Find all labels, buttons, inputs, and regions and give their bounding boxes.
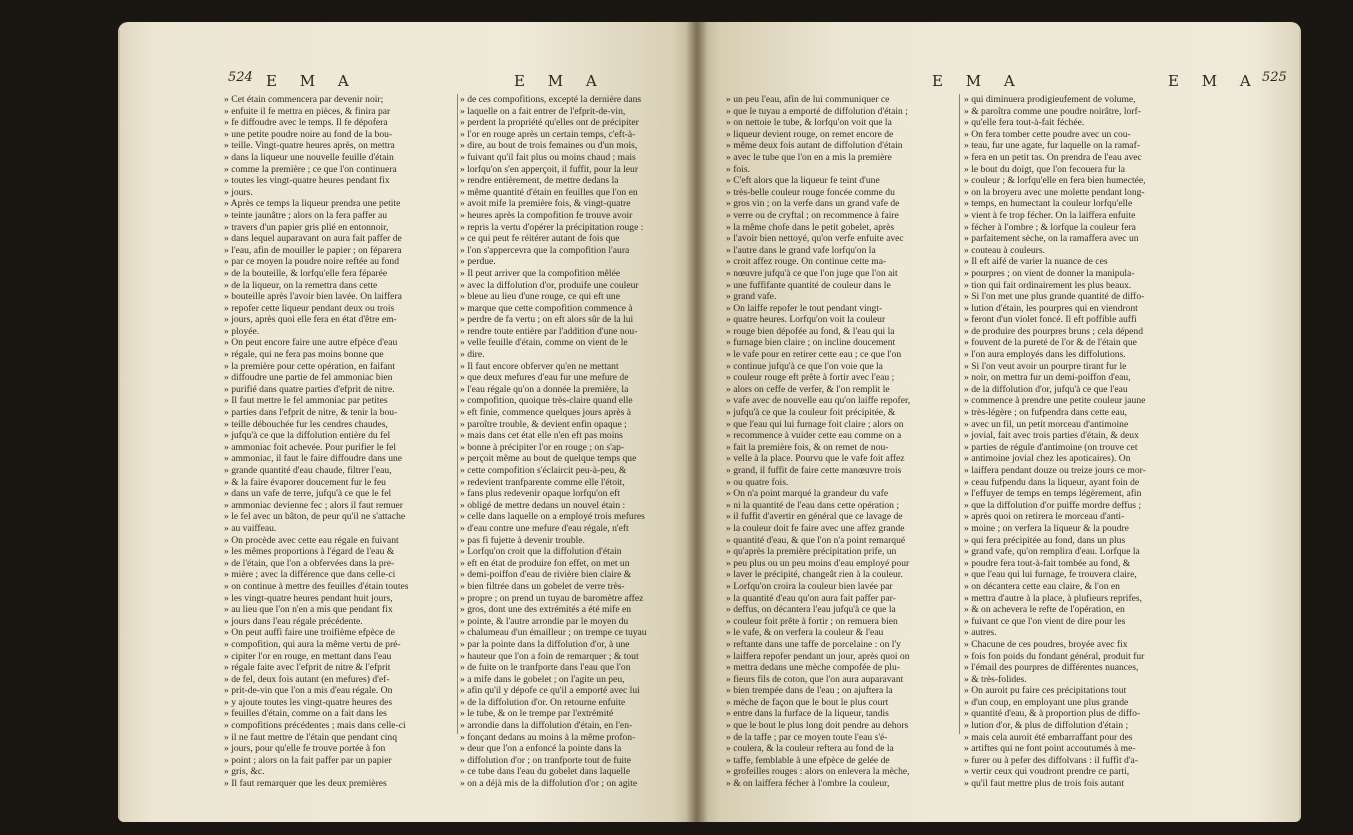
text-line: » lution d'étain, les pourpres qui en viendront — [964, 302, 1138, 314]
text-line: » rendre toute entière par l'addition d'une nou- — [460, 325, 638, 337]
text-line: » de la taffe ; par ce moyen toute l'eau s'é- — [726, 731, 888, 743]
text-line: » ceau fufpendu dans la liqueur, ayant foin de — [964, 476, 1140, 488]
text-line: » diffolution d'or ; on tranfporte tout de fuite — [460, 754, 632, 766]
right-page — [696, 22, 1301, 822]
text-line: » deffus, on décantera l'eau jufqu'à ce que la — [726, 604, 896, 616]
text-line: » vafe avec de nouvelle eau qu'on laiffe repofer, — [726, 395, 911, 407]
left-page-number: 524 — [228, 70, 253, 85]
text-line: » parties dans l'efprit de nitre, & tenir la bou- — [224, 407, 398, 419]
text-line: » par ce moyen la poudre noire reftée au fond — [224, 256, 400, 268]
text-line: » jufqu'à ce que la diffolution entière du fel — [224, 430, 391, 442]
text-line: » avec un fil, un petit morceau d'antimoine — [964, 418, 1129, 430]
text-line: » la première pour cette opération, en faifant — [224, 360, 396, 372]
right-page-edge — [1299, 30, 1301, 820]
text-line: » commence à prendre une petite couleur jaune — [964, 395, 1146, 407]
text-line: » que deux mefures d'eau fur une mefure de — [460, 372, 629, 384]
text-line: » hauteur que l'on a foin de remarquer ; & tout — [460, 650, 639, 662]
text-line: » afin qu'il y dépofe ce qu'il a emporté avec lui — [460, 685, 640, 697]
text-line: » on nettoie le tube, & lorfqu'on voit que la — [726, 117, 892, 129]
text-line: » l'avoir bien nettoyé, qu'on verfe enfuite avec — [726, 233, 904, 245]
text-line: » couteau à couleurs. — [964, 244, 1045, 256]
right-page-header-right: E M A — [1168, 72, 1260, 90]
text-line: » deur que l'on a enfoncé la pointe dans la — [460, 743, 622, 755]
text-line: » fuivant ce que l'on vient de dire pour les — [964, 615, 1126, 627]
text-line: » quatre heures. Lorfqu'on voit la couleur — [726, 314, 886, 326]
text-line: » comme la première ; ce que l'on continuera — [224, 163, 397, 175]
text-line: » l'émail des pourpres de différentes nuances, — [964, 662, 1139, 674]
text-line: » repofer cette liqueur pendant deux ou trois — [224, 302, 395, 314]
text-line: » le fel avec un bâton, de peur qu'il ne s'attache — [224, 511, 406, 523]
text-line: » peu plus ou un peu moins d'eau employé pour — [726, 557, 910, 569]
text-line: » même quantité d'étain en feuilles que l'on en — [460, 186, 638, 198]
text-line: » grand vafe, qu'on remplira d'eau. Lorfque la — [964, 546, 1140, 558]
text-line: » purifié dans quatre parties d'efprit de nitre. — [224, 383, 395, 395]
text-line: » velle à la place. Pourvu que le vafe foit affez — [726, 453, 905, 465]
text-line: » eft en état de produire fon effet, on met un — [460, 557, 630, 569]
text-line: » quantité d'eau, & à proportion plus de diffo- — [964, 708, 1141, 720]
text-line: » la même chofe dans le petit gobelet, après — [726, 221, 895, 233]
right-page-column-1 — [726, 94, 954, 790]
left-page — [118, 22, 696, 822]
text-line: » couleur ; & lorfqu'elle en fera bien humectée, — [964, 175, 1146, 187]
text-line: » l'eau régale qu'on a donnée la première, la — [460, 383, 629, 395]
text-line: » teau, fur une agate, fur laquelle on la ramaf- — [964, 140, 1141, 152]
text-line: » reftante dans une taffe de porcelaine : on l'y — [726, 638, 901, 650]
text-line: » de la diffolution d'or. On retourne enfuite — [460, 696, 626, 708]
text-line: » Lorfqu'on croit que la diffolution d'étain — [460, 546, 622, 558]
text-line: » furer ou à pefer des diffolvans : il fuffit d'a- — [964, 754, 1139, 766]
right-page-column-2 — [964, 94, 1192, 790]
text-line: » arrondie dans la diffolution d'étain, en l'en- — [460, 720, 633, 732]
text-line: » dans la liqueur une nouvelle feuille d'étain — [224, 151, 394, 163]
text-line: » teille débouchée fur les cendres chaudes, — [224, 418, 388, 430]
text-line: » compofition, quoique très-claire quand elle — [460, 395, 633, 407]
text-line: » bonne à précipiter l'or en rouge ; on s'ap- — [460, 441, 625, 453]
text-line: » parfaitement sèche, on la ramaffera avec un — [964, 233, 1139, 245]
text-line: » au vaiffeau. — [224, 522, 277, 534]
text-line: » repris la vertu d'opérer la précipitation rouge : — [460, 221, 644, 233]
text-line: » & paroîtra comme une poudre noirâtre, lorf- — [964, 105, 1141, 117]
text-line: » compofitions précédentes ; mais dans celle-ci — [224, 720, 406, 732]
text-line: » cette compofition s'éclaircit peu-à-peu, & — [460, 465, 627, 476]
text-line: » quantité d'eau, & que l'on n'a point remarqué — [726, 534, 906, 546]
text-line: » jours, pour qu'elle fe trouve portée à fon — [224, 743, 386, 755]
text-line: » vertir ceux qui voudront prendre ce parti, — [964, 766, 1130, 778]
text-line: » jours dans l'eau régale précédente. — [224, 615, 363, 627]
text-line: » bien trempée dans de l'eau ; on ajuftera la — [726, 685, 893, 697]
text-line: » fuivant qu'il fait plus ou moins chaud ; mais — [460, 151, 636, 163]
text-line: » très-légère ; on fufpendra dans cette eau, — [964, 407, 1128, 419]
text-line: » parties de régule d'antimoine (on trouve cet — [964, 441, 1138, 453]
text-line: » obligé de mettre dedans un nouvel étain : — [460, 499, 626, 511]
text-line: » Il faut remarquer que les deux premières — [224, 778, 387, 790]
text-line: » que l'eau qui lui furnage, fe trouvera claire, — [964, 569, 1137, 581]
text-line: » croit affez rouge. On continue cette ma- — [726, 256, 887, 268]
text-line: » fans plus redevenir opaque lorfqu'on eft — [460, 488, 620, 500]
text-line: » dans lequel auparavant on aura fait paffer de — [224, 233, 402, 245]
right-page-number: 525 — [1262, 70, 1287, 85]
text-line: » temps, en humectant la couleur lorfqu'elle — [964, 198, 1133, 210]
text-line: » point ; alors on la fait paffer par un papier — [224, 754, 392, 766]
text-line: » artiftes qui ne font point accoutumés à me- — [964, 743, 1136, 755]
text-line: » mettra d'autre à la place, à plufieurs reprifes, — [964, 592, 1143, 604]
text-line: » il ne faut mettre de l'étain que pendant cinq — [224, 731, 398, 743]
text-line: » antimoine jovial chez les apoticaires). On — [964, 453, 1131, 465]
text-line: » de fel, deux fois autant (en mefures) d'ef- — [224, 673, 390, 685]
left-page-column-divider — [457, 94, 458, 734]
text-line: » jours. — [224, 186, 253, 198]
text-line: » ammoniac devienne fec ; alors il faut remuer — [224, 499, 404, 511]
text-line: » dire, au bout de trois femaines ou d'un mois, — [460, 140, 638, 152]
text-line: » perdue. — [460, 256, 496, 268]
text-line: » marque que cette compofition commence à — [460, 302, 633, 314]
text-line: » pas fi fujette à devenir trouble. — [460, 534, 585, 546]
text-line: » moine ; on verfera la liqueur & la poudre — [964, 522, 1129, 534]
text-line: » l'effuyer de temps en temps légèrement, afin — [964, 488, 1142, 500]
text-line: » après quoi on retirera le morceau d'anti- — [964, 511, 1125, 523]
text-line: » laiffera repofer pendant un jour, après quoi on — [726, 650, 910, 662]
text-line: » chalumeau d'un émailleur ; on trempe ce tuyau — [460, 627, 647, 639]
left-page-header-left: E M A — [266, 72, 358, 90]
text-line: » poudre fera tout-à-fait tombée au fond, & — [964, 557, 1131, 569]
text-line: » On peut encore faire une autre efpèce d'eau — [224, 337, 398, 349]
text-line: » feuilles d'étain, comme on a fait dans les — [224, 708, 387, 720]
text-line: » celle dans laquelle on a employé trois mefures — [460, 511, 645, 523]
text-line: » Il faut mettre le fel ammoniac par petites — [224, 395, 388, 407]
text-line: » fait la première fois, & on remet de nou- — [726, 441, 889, 453]
text-line: » velle feuille d'étain, comme on vient de le — [460, 337, 628, 349]
text-line: » que le tuyau a emporté de diffolution d'étain ; — [726, 105, 908, 117]
text-line: » bien filtrée dans un gobelet de verre très- — [460, 580, 625, 592]
book-gutter — [686, 22, 708, 822]
text-line: » fois. — [726, 163, 750, 175]
text-line: » perdre de fa vertu ; on eft alors sûr de la lui — [460, 314, 634, 326]
text-line: » le tube, & on le trempe par l'extrémité — [460, 708, 614, 720]
text-line: » gros vin ; on la verfe dans un grand vafe de — [726, 198, 900, 210]
text-line: » & on achevera le refte de l'opération, en — [964, 604, 1125, 616]
text-line: » ployée. — [224, 325, 260, 337]
text-line: » enfuite il fe mettra en pièces, & finira par — [224, 105, 391, 117]
text-line: » toutes les vingt-quatre heures pendant fix — [224, 175, 390, 187]
text-line: » par la pointe dans la diffolution d'or, à une — [460, 638, 630, 650]
text-line: » Il faut encore obferver qu'en ne mettant — [460, 360, 619, 372]
text-line: » l'or en rouge après un certain temps, c'eft-à- — [460, 128, 636, 140]
text-line: » jours, après quoi elle fera en état d'être em- — [224, 314, 397, 326]
text-line: » l'autre dans le grand vafe lorfqu'on la — [726, 244, 876, 256]
text-line: » Si l'on met une plus grande quantité de diffo- — [964, 291, 1145, 303]
text-line: » vient à fe trop fécher. On la laiffera enfuite — [964, 209, 1136, 221]
text-line: » qu'après la première précipitation prife, un — [726, 546, 897, 558]
text-line: » on a déjà mis de la diffolution d'or ; on agite — [460, 778, 638, 790]
open-book — [118, 22, 1301, 822]
text-line: » que l'eau qui lui furnage foit claire ; alors on — [726, 418, 904, 430]
text-line: » coulera, & la couleur reftera au fond de la — [726, 743, 894, 755]
text-line: » heures après la compofition fe trouve avoir — [460, 209, 633, 221]
text-line: » On procède avec cette eau régale en fuivant — [224, 534, 399, 546]
text-line: » pourpres ; on vient de donner la manipula- — [964, 267, 1135, 279]
text-line: » Après ce temps la liqueur prendra une petite — [224, 198, 401, 210]
text-line: » on la broyera avec une molette pendant long- — [964, 186, 1145, 198]
text-line: » grande quantité d'eau chaude, filtrer l'eau, — [224, 465, 392, 476]
text-line: » a mife dans le gobelet ; on l'agite un peu, — [460, 673, 625, 685]
text-line: » les mêmes proportions à l'égard de l'eau & — [224, 546, 395, 558]
text-line: » régale faite avec l'efprit de nitre & l'efprit — [224, 662, 391, 674]
text-line: » de la liqueur, on la remettra dans cette — [224, 279, 378, 291]
text-line: » avec le tube que l'on en a mis la première — [726, 151, 892, 163]
text-line: » couleur rouge eft prête à fortir avec l'eau ; — [726, 372, 895, 384]
text-line: » un peu l'eau, afin de lui communiquer ce — [726, 94, 890, 105]
text-line: » d'un coup, en employant une plus grande — [964, 696, 1129, 708]
text-line: » qu'il faut mettre plus de trois fois autant — [964, 778, 1124, 790]
text-line: » liqueur devient rouge, on remet encore de — [726, 128, 894, 140]
text-line: » lution d'or, & plus de diffolution d'étain ; — [964, 720, 1129, 732]
text-line: » feront d'un violet foncé. Il eft poffible auffi — [964, 314, 1137, 326]
text-line: » de produire des pourpres bruns ; cela dépend — [964, 325, 1144, 337]
text-line: » recommence à vuider cette eau comme on a — [726, 430, 902, 442]
text-line: » Lorfqu'on croira la couleur bien lavée par — [726, 580, 893, 592]
text-line: » il fuffit d'avertir en général que ce lavage de — [726, 511, 903, 523]
text-line: » mais dans cet état elle n'en eft pas moins — [460, 430, 623, 442]
text-line: » entre dans la furface de la liqueur, tandis — [726, 708, 889, 720]
text-line: » noir, on mettra fur un demi-poiffon d'eau, — [964, 372, 1131, 384]
right-page-column-divider — [959, 94, 960, 734]
text-line: » fera en un petit tas. On prendra de l'eau avec — [964, 151, 1142, 163]
text-line: » Cet étain commencera par devenir noir; — [224, 94, 384, 105]
text-line: » ammoniac, il faut le faire diffoudre dans une — [224, 453, 403, 465]
text-line: » de l'étain, que l'on a obfervées dans la pre- — [224, 557, 395, 569]
text-line: » le bout du doigt, que l'on fecouera fur la — [964, 163, 1126, 175]
text-line: » & on laiffera fécher à l'ombre la couleur, — [726, 778, 890, 790]
text-line: » Chacune de ces poudres, broyée avec fix — [964, 638, 1128, 650]
text-line: » alors on ceffe de verfer, & l'on remplit le — [726, 383, 890, 395]
text-line: » ce qui peut fe réitérer autant de fois que — [460, 233, 620, 245]
left-page-column-1 — [224, 94, 452, 790]
text-line: » jufqu'à ce que la couleur foit précipitée, & — [726, 407, 896, 419]
text-line: » la couleur doit fe faire avec une affez grande — [726, 522, 905, 534]
text-line: » fonçant dedans au moins à la même profon- — [460, 731, 636, 743]
text-line: » propre ; on prend un tuyau de baromètre affez — [460, 592, 644, 604]
text-line: » gris, &c. — [224, 766, 265, 778]
text-line: » Si l'on veut avoir un pourpre tirant fur le — [964, 360, 1127, 372]
text-line: » mettra dedans une mèche compofée de plu- — [726, 662, 900, 674]
text-line: » de ces compofitions, excepté la dernière dans — [460, 94, 642, 105]
text-line: » & la faire évaporer doucement fur le feu — [224, 476, 386, 488]
text-line: » travers d'un papier gris plié en entonnoir, — [224, 221, 389, 233]
text-line: » une fuffifante quantité de couleur dans le — [726, 279, 891, 291]
text-line: » ou quatre fois. — [726, 476, 789, 488]
text-line: » furnage bien claire ; on incline doucement — [726, 337, 896, 349]
text-line: » Il eft aifé de varier la nuance de ces — [964, 256, 1108, 268]
text-line: » mière ; avec la différence que dans celle-ci — [224, 569, 396, 581]
text-line: » qu'elle fera tout-à-fait féchée. — [964, 117, 1085, 129]
text-line: » grofeilles rouges : alors on enlevera la mèche, — [726, 766, 910, 778]
text-line: » mais cela auroit été embarraffant pour des — [964, 731, 1133, 743]
text-line: » qui diminuera prodigieufement de volume, — [964, 94, 1136, 105]
text-line: » fécher à l'ombre ; & lorfque la couleur fera — [964, 221, 1136, 233]
left-page-column-2 — [460, 94, 688, 790]
text-line: » laiffera pendant douze ou treize jours ce mor- — [964, 465, 1146, 476]
text-line: » fe diffoudre avec le temps. Il fe dépofera — [224, 117, 388, 129]
right-page-header-left: E M A — [932, 72, 1024, 90]
text-line: » On laiffe repofer le tout pendant vingt- — [726, 302, 883, 314]
text-line: » régale, qui ne fera pas moins bonne que — [224, 349, 384, 361]
text-line: » tion qui fait ordinairement les plus beaux. — [964, 279, 1132, 291]
text-line: » fieurs fils de coton, que l'on aura auparavant — [726, 673, 904, 685]
text-line: » avoit mife la première fois, & vingt-quatre — [460, 198, 631, 210]
text-line: » nœuvre jufqu'à ce que l'on juge que l'on ait — [726, 267, 898, 279]
text-line: » C'eft alors que la liqueur fe teint d'une — [726, 175, 880, 187]
text-line: » d'eau contre une mefure d'eau régale, n'eft — [460, 522, 629, 534]
text-line: » eft finie, commence quelques jours après à — [460, 407, 632, 419]
text-line: » lorfqu'on s'en apperçoit, il fuffit, pour la leur — [460, 163, 639, 175]
text-line: » prit-de-vin que l'on a mis d'eau régale. On — [224, 685, 393, 697]
text-line: » couleur foit prête à fortir ; on remuera bien — [726, 615, 898, 627]
text-line: » les vingt-quatre heures pendant huit jours, — [224, 592, 393, 604]
left-page-edge — [118, 30, 120, 820]
text-line: » autres. — [964, 627, 997, 639]
text-line: » Il peut arriver que la compofition mêlée — [460, 267, 621, 279]
text-line: » cipiter l'or en rouge, en mettant dans l'eau — [224, 650, 392, 662]
text-line: » bouteille après l'avoir bien lavée. On laiffera — [224, 291, 402, 303]
text-line: » la quantité d'eau qu'on aura fait paffer par- — [726, 592, 896, 604]
text-line: » le vafe, & on verfera la couleur & l'eau — [726, 627, 884, 639]
text-line: » de fuite on le tranfporte dans l'eau que l'on — [460, 662, 631, 674]
text-line: » demi-poiffon d'eau de rivière bien claire & — [460, 569, 632, 581]
text-line: » verre ou de cryftal ; on recommence à faire — [726, 209, 899, 221]
left-page-header-right: E M A — [514, 72, 606, 90]
text-line: » fouvent de la pureté de l'or & de l'étain que — [964, 337, 1137, 349]
text-line: » dire. — [460, 349, 485, 361]
text-line: » On n'a point marqué la grandeur du vafe — [726, 488, 889, 500]
text-line: » diffoudre une partie de fel ammoniac bien — [224, 372, 393, 384]
text-line: » taffe, femblable à une efpèce de gelée de — [726, 754, 890, 766]
text-line: » dans un vafe de terre, jufqu'à ce que le fel — [224, 488, 392, 500]
text-line: » On peut auffi faire une troifième efpèce de — [224, 627, 395, 639]
text-line: » redevient tranfparente comme elle l'étoit, — [460, 476, 625, 488]
text-line: » perçoit même au bout de quelque temps que — [460, 453, 637, 465]
text-line: » perdent la propriété qu'elles ont de précipiter — [460, 117, 639, 129]
text-line: » ni la quantité de l'eau dans cette opération ; — [726, 499, 900, 511]
text-line: » y ajoute toutes les vingt-quatre heures des — [224, 696, 393, 708]
text-line: » l'on aura employés dans les diffolutions. — [964, 349, 1126, 361]
text-line: » compofition, qui aura la même vertu de pré- — [224, 638, 401, 650]
text-line: » très-belle couleur rouge foncée comme du — [726, 186, 895, 198]
text-line: » avec la diffolution d'or, produife une couleur — [460, 279, 639, 291]
text-line: » une petite poudre noire au fond de la bou- — [224, 128, 393, 140]
text-line: » de la bouteille, & lorfqu'elle fera féparée — [224, 267, 388, 279]
text-line: » même deux fois autant de diffolution d'étain — [726, 140, 903, 152]
text-line: » grand vafe. — [726, 291, 777, 303]
text-line: » continue jufqu'à ce que l'on voie que la — [726, 360, 883, 372]
text-line: » le vafe pour en retirer cette eau ; ce que l'on — [726, 349, 902, 361]
text-line: » on continue à mettre des feuilles d'étain toutes — [224, 580, 409, 592]
text-line: » paroître trouble, & devient enfin opaque ; — [460, 418, 627, 430]
text-line: » de la diffolution d'or, jufqu'à ce que l'eau — [964, 383, 1128, 395]
text-line: » ce tube dans l'eau du gobelet dans laquelle — [460, 766, 631, 778]
text-line: » ammoniac foit achevée. Pour purifier le fel — [224, 441, 397, 453]
text-line: » mèche de façon que le bout le plus court — [726, 696, 889, 708]
text-line: » jovial, fait avec trois parties d'étain, & deux — [964, 430, 1139, 442]
text-line: » gros, dont une des extrémités a été mife en — [460, 604, 632, 616]
text-line: » laver le précipité, changeât rien à la couleur. — [726, 569, 903, 581]
text-line: » l'on s'appercevra que la compofition l'aura — [460, 244, 630, 256]
text-line: » laquelle on a fait entrer de l'efprit-de-vin, — [460, 105, 626, 117]
text-line: » que le bout le plus long doit pendre au dehors — [726, 720, 909, 732]
text-line: » que la diffolution d'or puiffe mordre deffus ; — [964, 499, 1142, 511]
text-line: » fois fon poids du fondant général, produit fur — [964, 650, 1145, 662]
text-line: » teille. Vingt-quatre heures après, on mettra — [224, 140, 395, 152]
text-line: » au lieu que l'on n'en a mis que pendant fix — [224, 604, 393, 616]
text-line: » rouge bien dépofée au fond, & l'eau qui la — [726, 325, 895, 337]
text-line: » grand, il fuffit de faire cette manœuvre trois — [726, 465, 902, 476]
text-line: » qui fera précipitée au fond, dans un plus — [964, 534, 1126, 546]
text-line: » l'eau, afin de mouiller le papier ; on féparera — [224, 244, 402, 256]
text-line: » teinte jaunâtre ; alors on la fera paffer au — [224, 209, 388, 221]
text-line: » on décantera cette eau claire, & l'on en — [964, 580, 1120, 592]
text-line: » On auroit pu faire ces précipitations tout — [964, 685, 1127, 697]
text-line: » rendre entièrement, de mettre dedans la — [460, 175, 619, 187]
text-line: » On fera tomber cette poudre avec un cou- — [964, 128, 1131, 140]
text-line: » pointe, & l'autre arrondie par le moyen du — [460, 615, 629, 627]
text-line: » bleue au lieu d'une rouge, ce qui eft une — [460, 291, 620, 303]
text-line: » & très-folides. — [964, 673, 1027, 685]
